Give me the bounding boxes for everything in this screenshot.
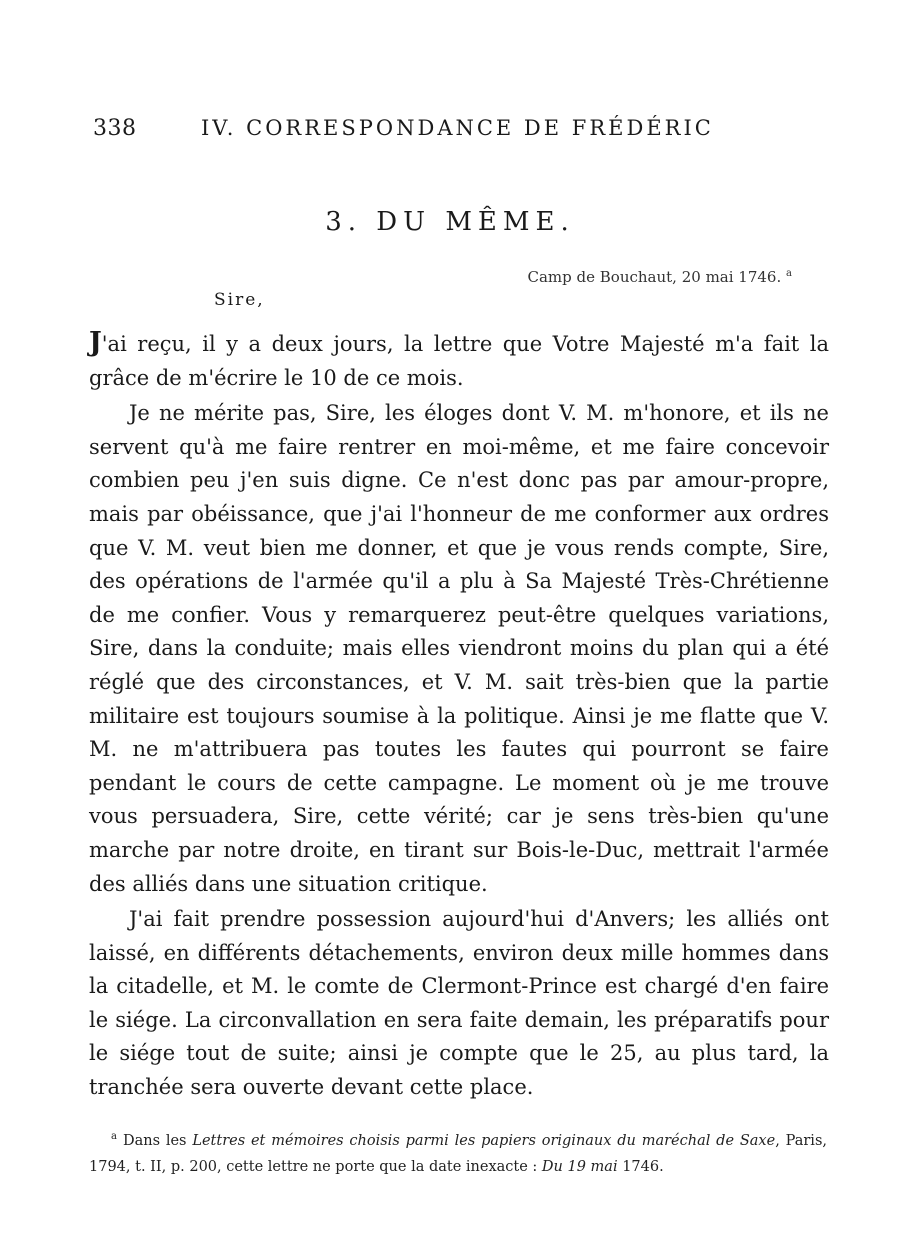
letter-title: 3. DU MÊME. [325, 207, 575, 237]
letter-body [89, 326, 829, 1105]
running-title: IV. CORRESPONDANCE DE FRÉDÉRIC [201, 116, 714, 140]
salutation: Sire, [214, 290, 265, 310]
footnote-text-2: , Paris, 1794, t. II, p. 200, cette lettre ne porte que la date inexacte : [89, 1132, 827, 1175]
dateline [528, 268, 792, 286]
footnote [89, 1124, 827, 1180]
footnote-italic-2: Du 19 mai [541, 1158, 618, 1175]
paragraph-1 [89, 326, 829, 395]
drop-cap: J [89, 327, 102, 358]
footnote-mark: a [111, 1131, 117, 1142]
dateline-text: Camp de Bouchaut, 20 mai 1746. [527, 268, 782, 286]
footnote-text-1: Dans les [122, 1132, 187, 1149]
paragraph-3: J'ai fait prendre possession aujourd'hui d'Anvers; les alliés ont laissé, en différents détachements, environ deux mille hommes dans la citadelle, et M. le comte de Clermont-Prince est chargé d'en faire le siége. La circonvallation en sera faite demain, les préparatifs pour le siége tout de suite; ainsi je compte que le 25, au plus tard, la tranchée sera ouverte devant cette place. [89, 907, 829, 1100]
page-number: 338 [93, 116, 137, 141]
page-header [93, 116, 833, 146]
paragraph-1-text: 'ai reçu, il y a deux jours, la lettre que Votre Majesté m'a fait la grâce de m'écrire le 10 de ce mois. [89, 332, 829, 390]
footnote-italic-1: Lettres et mémoires choisis parmi les papiers originaux du maréchal de Saxe [192, 1132, 776, 1149]
paragraph-2: Je ne mérite pas, Sire, les éloges dont V. M. m'honore, et ils ne servent qu'à me faire rentrer en moi-même, et me faire concevoir combien peu j'en suis digne. Ce n'est donc pas par amour-propre, mais par obéissance, que j'ai l'honneur de me conformer aux ordres que V. M. veut bien me donner, et que je vous rends compte, Sire, des opérations de l'armée qu'il a plu à Sa Majesté Très-Chrétienne de me confier. Vous y remarquerez peut-être quelques variations, Sire, dans la conduite; mais elles viendront moins du plan qui a été réglé que des circonstances, et V. M. sait très-bien que la partie militaire est toujours soumise à la politique. Ainsi je me flatte que V. M. ne m'attribuera pas toutes les fautes qui pourront se faire pendant le cours de cette campagne. Le moment où je me trouve vous persuadera, Sire, cette vérité; car je sens très-bien qu'une marche par notre droite, en tirant sur Bois-le-Duc, mettrait l'armée des alliés dans une situation critique. [89, 401, 829, 896]
dateline-note-mark: a [786, 268, 792, 279]
footnote-text-3: 1746. [622, 1158, 664, 1175]
